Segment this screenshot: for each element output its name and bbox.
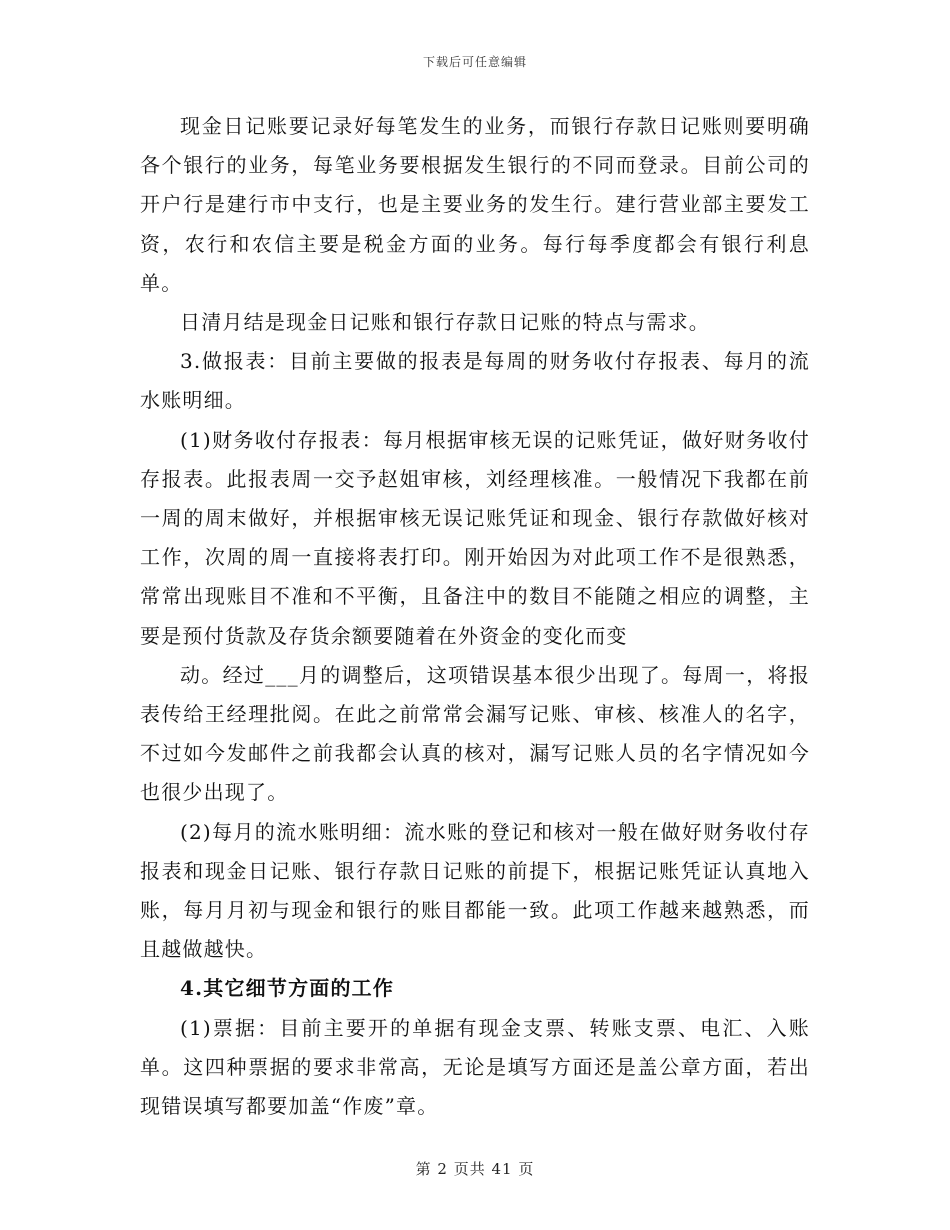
paragraph-bills: (1)票据：目前主要开的单据有现金支票、转账支票、电汇、入账单。这四种票据的要求非常高，无论是填写方面还是盖公章方面，若出现错误填写都要加盖“作废”章。 [140,1015,810,1119]
page-header: 下载后可任意编辑 [422,55,527,69]
paragraph-cash-journal: 现金日记账要记录好每笔发生的业务，而银行存款日记账则要明确各个银行的业务，每笔业务要根据发生银行的不同而登录。目前公司的开户行是建行市中支行，也是主要业务的发生行。建行营业部主要发工资，农行和农信主要是税金方面的业务。每行每季度都会有银行利息单。 [140,114,810,295]
paragraph-reports: 3.做报表：目前主要做的报表是每周的财务收付存报表、每月的流水账明细。 [140,349,810,413]
section-heading-other-work: 4.其它细节方面的工作 [180,976,395,1001]
paragraph-ledger-detail: (2)每月的流水账明细：流水账的登记和核对一般在做好财务收付存报表和现金日记账、银行存款日记账的前提下，根据记账凭证认真地入账，每月月初与现金和银行的账目都能一致。此项工作越来越熟悉，而且越做越快。 [140,819,810,962]
paragraph-finance-report: (1)财务收付存报表：每月根据审核无误的记账凭证，做好财务收付存报表。此报表周一交予赵姐审核，刘经理核准。一般情况下我都在前一周的周末做好，并根据审核无误记账凭证和现金、银行存款做好核对工作，次周的周一直接将表打印。刚开始因为对此项工作不是很熟悉，常常出现账目不准和不平衡，且备注中的数目不能随之相应的调整，主要是预付货款及存货余额要随着在外资金的变化而变 [140,427,810,648]
document-body [140,107,810,1126]
paragraph-daily-monthly: 日清月结是现金日记账和银行存款日记账的特点与需求。 [180,310,710,335]
page-number: 第 2 页共 41 页 [415,1160,535,1178]
paragraph-adjustment: 动。经过___月的调整后，这项错误基本很少出现了。每周一，将报表传给王经理批阅。在此之前常常会漏写记账、审核、核准人的名字，不过如今发邮件之前我都会认真的核对，漏写记账人员的名字情况如今也很少出现了。 [140,662,810,805]
